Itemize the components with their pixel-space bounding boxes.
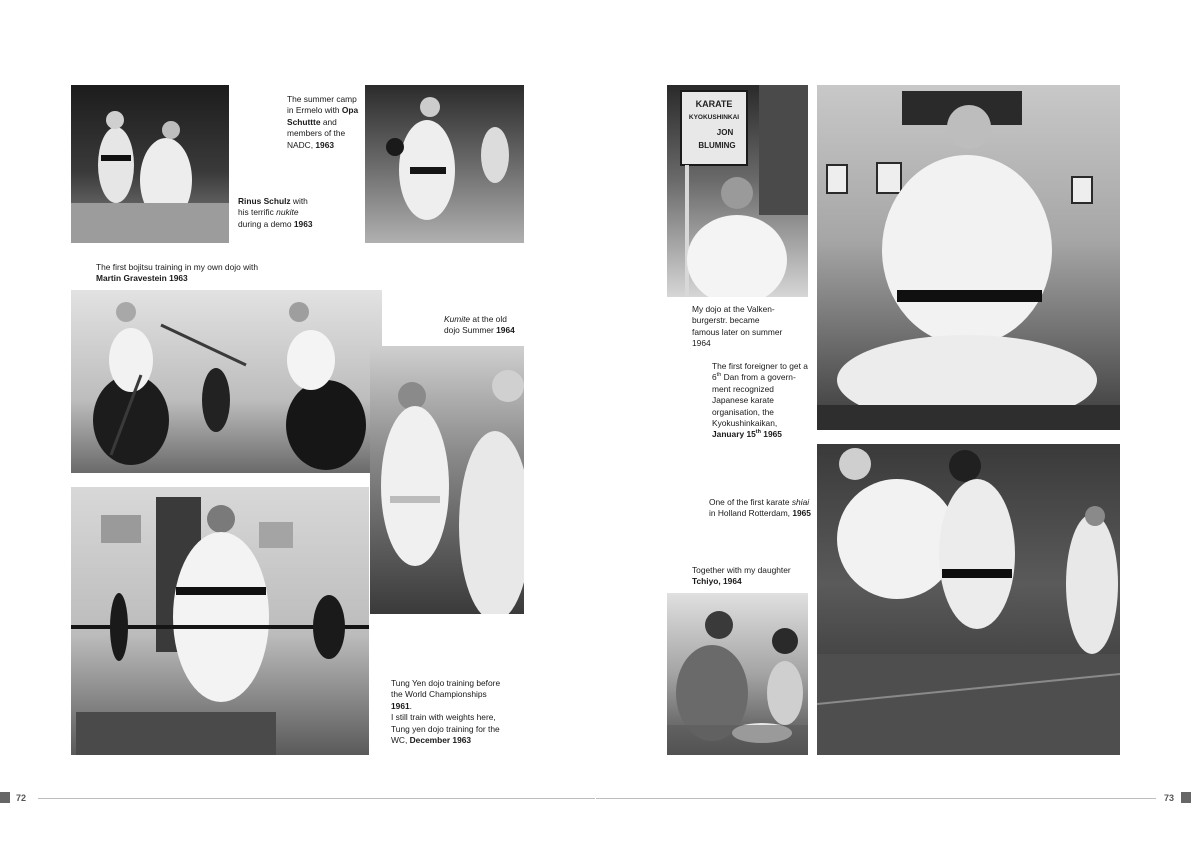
caption-summer-camp: The summer camp in Ermelo with Opa Schuttte and members of the NADC, 1963 [287, 94, 359, 150]
sign-text-karate: KARATE [695, 99, 733, 109]
caption-bojitsu: The first bojitsu training in my own dojo with Martin Gravestein 1963 [96, 262, 258, 284]
photo-summer-camp-ermelo [365, 85, 524, 243]
page-number-left: 72 [16, 793, 27, 803]
photo-valkenburgerstr-dojo [667, 85, 808, 297]
right-page-marker [1181, 792, 1191, 803]
caption-daughter: Together with my daughter Tchiyo, 1964 [692, 565, 791, 587]
caption-kumite: Kumite at the old dojo Summer 1964 [444, 314, 515, 336]
photo-rinus-schulz-demo [71, 85, 229, 243]
sign-text-kyokushinkai: KYOKUSHINKAI [688, 114, 740, 121]
photo-kumite-old-dojo [370, 346, 524, 614]
caption-tung-yen: Tung Yen dojo training before the World Championships 1961. I still train with weights here, Tung yen dojo training for the WC, December 1963 [391, 678, 501, 746]
caption-valkenburgerstr: My dojo at the Valken- burgerstr. became famous later on summer 1964 [692, 304, 783, 349]
footer-rule-right [596, 798, 1156, 799]
photo-tung-yen-weights [71, 487, 369, 755]
caption-sixth-dan: The first foreigner to get a 6th Dan from a govern- ment recognized Japanese karate organisation, the Kyokushinkaikan, January 15th 1965 [712, 361, 808, 440]
footer-rule-left [38, 798, 595, 799]
photo-shiai-rotterdam [817, 444, 1120, 755]
photo-bojitsu-training [71, 290, 382, 473]
photo-daughter-tchiyo [667, 593, 808, 755]
sign-text-jon: JON [716, 128, 734, 137]
caption-shiai: One of the first karate shiai in Holland Rotterdam, 1965 [709, 497, 811, 519]
left-page-marker [0, 792, 10, 803]
caption-rinus-schulz: Rinus Schulz with his terrific nukite during a demo 1963 [238, 196, 313, 229]
sign-text-bluming: BLUMING [698, 141, 736, 150]
page-number-right: 73 [1164, 793, 1175, 803]
photo-sixth-dan-portrait [817, 85, 1120, 430]
